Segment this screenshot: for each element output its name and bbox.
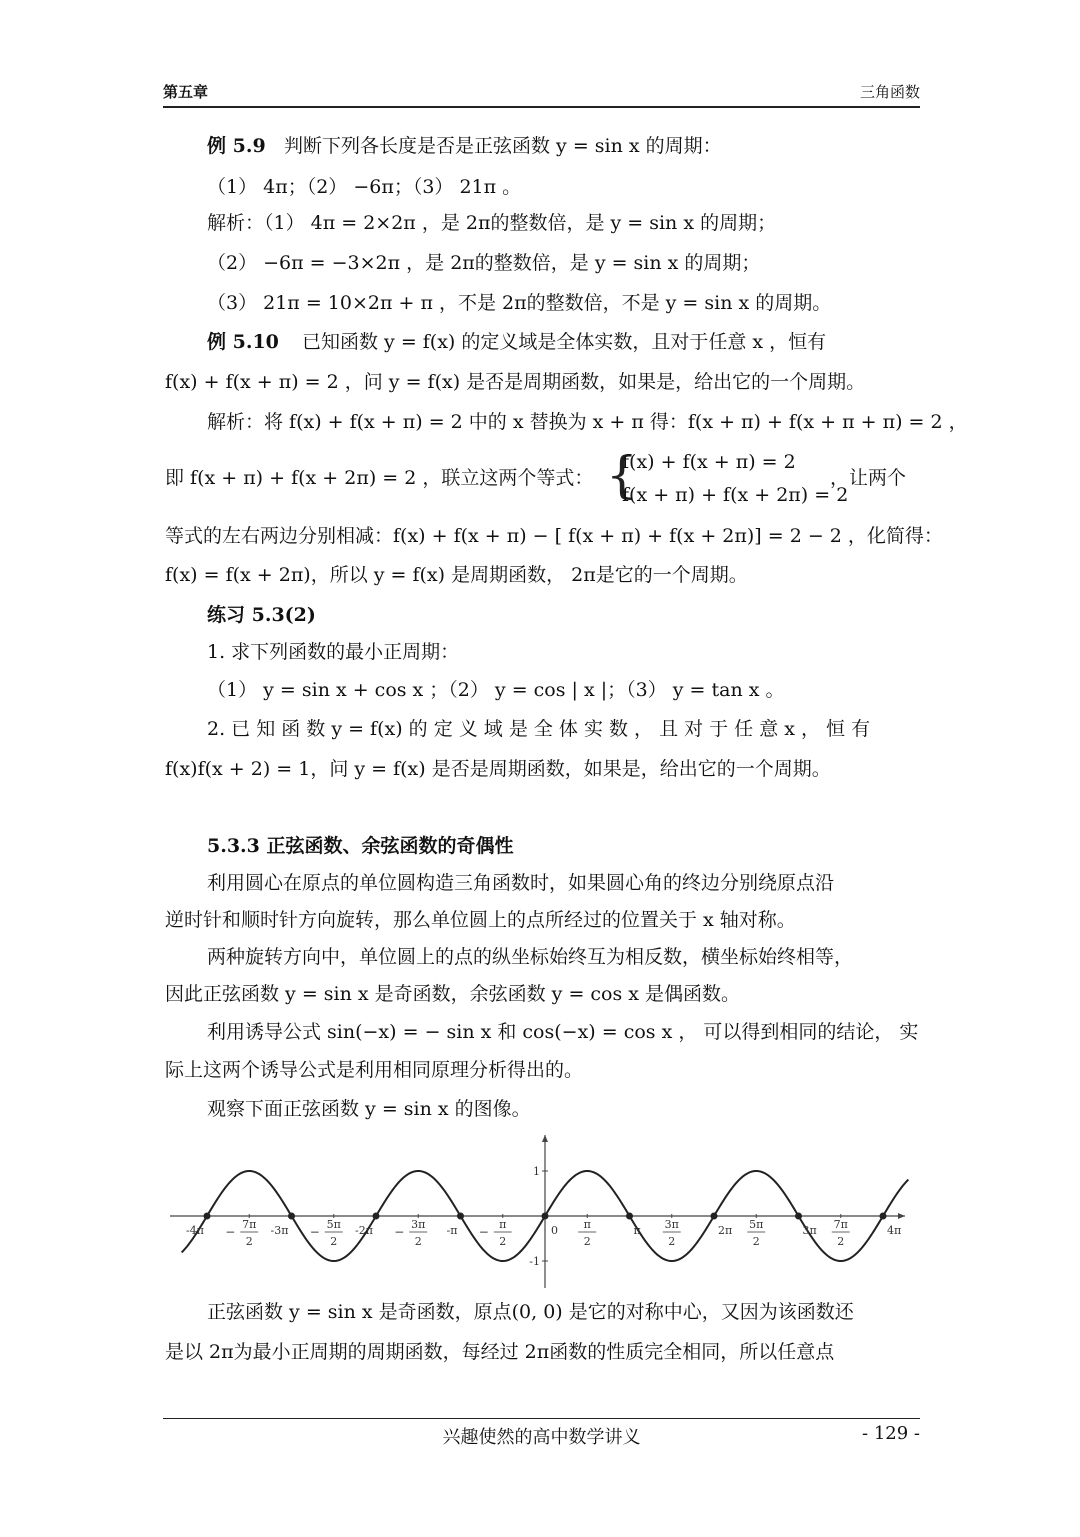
y-axis-arrow — [542, 1135, 548, 1142]
system-equation-1: f(x) + f(x + π) = 2 — [622, 451, 796, 473]
section-title: 5.3.3 正弦函数、余弦函数的奇偶性 — [207, 835, 514, 857]
page-header — [163, 78, 920, 108]
zero-point — [542, 1213, 549, 1220]
x-tick-minus: − — [478, 1225, 489, 1239]
x-tick-minus: − — [309, 1225, 320, 1239]
x-tick-numerator: π — [583, 1218, 591, 1231]
zero-point — [204, 1213, 211, 1220]
x-tick-minus: − — [225, 1225, 236, 1239]
paragraph-3b: 际上这两个诱导公式是利用相同原理分析得出的。 — [165, 1059, 584, 1081]
example-5-10-solution-1: 解析：将 f(x) + f(x + π) = 2 中的 x 替换为 x + π 得：f(x + π) + f(x + π + π) = 2 ， — [207, 411, 968, 433]
x-axis-arrow — [898, 1213, 905, 1219]
zero-point — [880, 1213, 887, 1220]
zero-point — [795, 1213, 802, 1220]
system-brace: { — [606, 446, 638, 504]
x-tick-label: -3π — [270, 1224, 289, 1237]
paragraph-3a: 利用诱导公式 sin(−x) = − sin x 和 cos(−x) = cos x ， 可以得到相同的结论， 实 — [207, 1021, 919, 1043]
example-5-10-solution-2b: ，让两个 — [830, 467, 907, 489]
page-footer — [163, 1418, 920, 1448]
x-tick-minus: − — [394, 1225, 405, 1239]
zero-point — [711, 1213, 718, 1220]
x-tick-denominator: 2 — [245, 1235, 253, 1248]
x-tick-label: -4π — [186, 1224, 204, 1237]
x-tick-numerator: 7π — [242, 1218, 257, 1231]
x-tick-label: π — [633, 1224, 641, 1237]
x-tick-denominator: 2 — [837, 1235, 845, 1248]
example-5-9-items: （1） 4π；（2） −6π；（3） 21π 。 — [207, 176, 522, 198]
x-tick-numerator: π — [499, 1218, 507, 1231]
zero-point — [373, 1213, 380, 1220]
x-tick-denominator: 2 — [330, 1235, 338, 1248]
x-tick-numerator: 3π — [411, 1218, 426, 1231]
page-number: - 129 - — [862, 1423, 920, 1444]
x-tick-numerator: 5π — [749, 1218, 764, 1231]
chapter-title: 三角函数 — [859, 83, 920, 101]
x-tick-label: -2π — [355, 1224, 373, 1237]
example-5-10-solution-3: 等式的左右两边分别相减：f(x) + f(x + π) − [ f(x + π) + f(x + 2π)] = 2 − 2 ，化简得： — [165, 525, 943, 547]
practice-item-2: 2. 已 知 函 数 y = f(x) 的 定 义 域 是 全 体 实 数 ， 且 对 于 任 意 x ， 恒 有 — [207, 718, 871, 740]
y-tick-label: 1 — [533, 1165, 540, 1178]
system-equation-2: f(x + π) + f(x + 2π) = 2 — [622, 484, 849, 506]
x-tick-numerator: 3π — [664, 1218, 679, 1231]
y-tick-label: -1 — [529, 1255, 540, 1268]
example-5-10-question-1: 已知函数 y = f(x) 的定义域是全体实数，且对于任意 x ，恒有 — [302, 331, 827, 353]
x-tick-label: -π — [446, 1224, 458, 1237]
x-tick-denominator: 2 — [668, 1235, 676, 1248]
paragraph-5b: 是以 2π为最小正周期的周期函数，每经过 2π函数的性质完全相同，所以任意点 — [165, 1341, 835, 1363]
chapter-label: 第五章 — [163, 83, 209, 101]
paragraph-1a: 利用圆心在原点的单位圆构造三角函数时，如果圆心角的终边分别绕原点沿 — [207, 872, 835, 894]
example-5-10-solution-4: f(x) = f(x + 2π)，所以 y = f(x) 是周期函数， 2π是它的一个周期。 — [165, 564, 748, 586]
x-tick-denominator: 2 — [499, 1235, 507, 1248]
example-5-10-question-2: f(x) + f(x + π) = 2 ，问 y = f(x) 是否是周期函数，如果是，给出它的一个周期。 — [165, 371, 866, 393]
book-title: 兴趣使然的高中数学讲义 — [442, 1427, 641, 1448]
x-tick-denominator: 2 — [414, 1235, 422, 1248]
sine-graph — [165, 1130, 915, 1295]
zero-point — [626, 1213, 633, 1220]
practice-item-1-parts: （1） y = sin x + cos x ；（2） y = cos | x |；（3） y = tan x 。 — [207, 679, 785, 701]
practice-item-1: 1. 求下列函数的最小正周期： — [207, 641, 460, 663]
paragraph-5a: 正弦函数 y = sin x 是奇函数，原点(0, 0) 是它的对称中心，又因为该函数还 — [207, 1301, 854, 1323]
paragraph-2b: 因此正弦函数 y = sin x 是奇函数，余弦函数 y = cos x 是偶函数。 — [165, 983, 741, 1005]
example-5-10-solution-2: 即 f(x + π) + f(x + 2π) = 2 ，联立这两个等式： — [165, 467, 594, 489]
example-5-10-label: 例 5.10 — [207, 331, 279, 353]
example-5-9-question: 判断下列各长度是否是正弦函数 y = sin x 的周期： — [284, 135, 722, 157]
practice-title: 练习 5.3(2) — [207, 604, 316, 626]
example-5-9-answer-3: （3） 21π = 10×2π + π ，不是 2π的整数倍，不是 y = sin x 的周期。 — [207, 292, 832, 314]
x-tick-denominator: 2 — [583, 1235, 591, 1248]
x-tick-label: 2π — [718, 1224, 733, 1237]
x-tick-label: 3π — [802, 1224, 817, 1237]
paragraph-1b: 逆时针和顺时针方向旋转，那么单位圆上的点所经过的位置关于 x 轴对称。 — [165, 909, 796, 931]
example-5-9-answer-1: 解析：（1） 4π = 2×2π ，是 2π的整数倍，是 y = sin x 的周期； — [207, 212, 777, 234]
x-tick-numerator: 5π — [326, 1218, 341, 1231]
paragraph-2a: 两种旋转方向中，单位圆上的点的纵坐标始终互为相反数，横坐标始终相等， — [207, 946, 854, 968]
zero-point — [288, 1213, 295, 1220]
x-tick-denominator: 2 — [752, 1235, 760, 1248]
example-5-9-label: 例 5.9 — [207, 135, 266, 157]
paragraph-4: 观察下面正弦函数 y = sin x 的图像。 — [207, 1098, 531, 1120]
x-tick-label: 0 — [551, 1224, 558, 1237]
practice-item-2-cont: f(x)f(x + 2) = 1，问 y = f(x) 是否是周期函数，如果是，给出它的一个周期。 — [165, 758, 831, 780]
x-tick-label: 4π — [887, 1224, 902, 1237]
example-5-9-answer-2: （2） −6π = −3×2π ，是 2π的整数倍，是 y = sin x 的周期； — [207, 252, 761, 274]
zero-point — [457, 1213, 464, 1220]
x-tick-numerator: 7π — [833, 1218, 848, 1231]
